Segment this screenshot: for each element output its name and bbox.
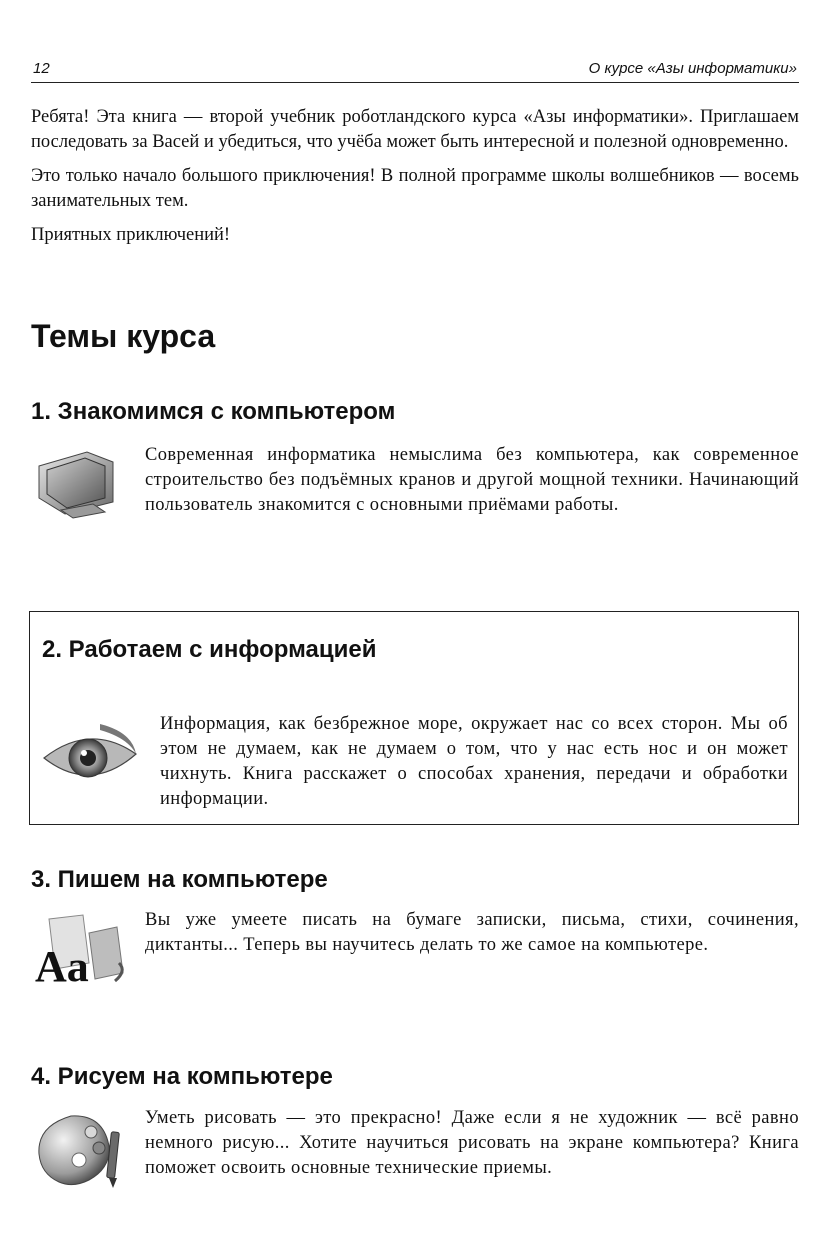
running-title: О курсе «Азы информатики» (588, 60, 797, 77)
topic-description: Уметь рисовать — это прекрасно! Даже если я не художник — всё равно немного рисую... Хотите научиться рисовать на экране компьютера? Книга поможет освоить основные технические приемы. (145, 1108, 799, 1178)
topic-description: Современная информатика немыслима без компьютера, как современное строительство без подъёмных кранов и другой мощной техники. Начинающий пользователь знакомится с основными приёмами работы. (145, 445, 799, 515)
intro-paragraph: Это только начало большого приключения! В полной программе школы волшебников — восемь занимательных тем. (31, 166, 799, 211)
course-topics-heading: Темы курса (31, 318, 216, 354)
topic-section-1 (31, 398, 799, 538)
page-number: 12 (33, 60, 50, 77)
topic-title: 3. Пишем на компьютере (31, 866, 328, 893)
topic-description: Информация, как безбрежное море, окружает нас со всех сторон. Мы об этом не думаем, как не думаем о том, что у нас есть нос и он может чихнуть. Книга расскажет о способах хранения, передачи и обработки информации. (160, 714, 788, 809)
page-header (31, 58, 799, 83)
topic-description: Вы уже умеете писать на бумаге записки, письма, стихи, сочинения, диктанты... Теперь вы научитесь делать то же самое на компьютере. (145, 910, 799, 955)
paint-palette-icon (31, 1108, 127, 1197)
topic-title: 4. Рисуем на компьютере (31, 1063, 333, 1090)
topic-title: 2. Работаем с информацией (42, 636, 377, 663)
topic-section-4 (31, 1063, 799, 1213)
topic-title: 1. Знакомимся с компьютером (31, 398, 396, 425)
text-editor-icon (31, 913, 127, 993)
intro-paragraph: Приятных приключений! (31, 225, 231, 245)
intro-paragraph: Ребята! Эта книга — второй учебник роботландского курса «Азы информатики». Приглашаем последовать за Васей и убедиться, что учёба может быть интересной и полезной одновременно. (31, 107, 799, 152)
eye-icon (40, 718, 140, 803)
topic-section-3 (31, 866, 799, 1006)
topic-section-2 (29, 611, 799, 825)
computer-monitor-icon (31, 448, 131, 525)
intro-text (31, 105, 799, 257)
icon-letters: Aa (35, 942, 89, 991)
